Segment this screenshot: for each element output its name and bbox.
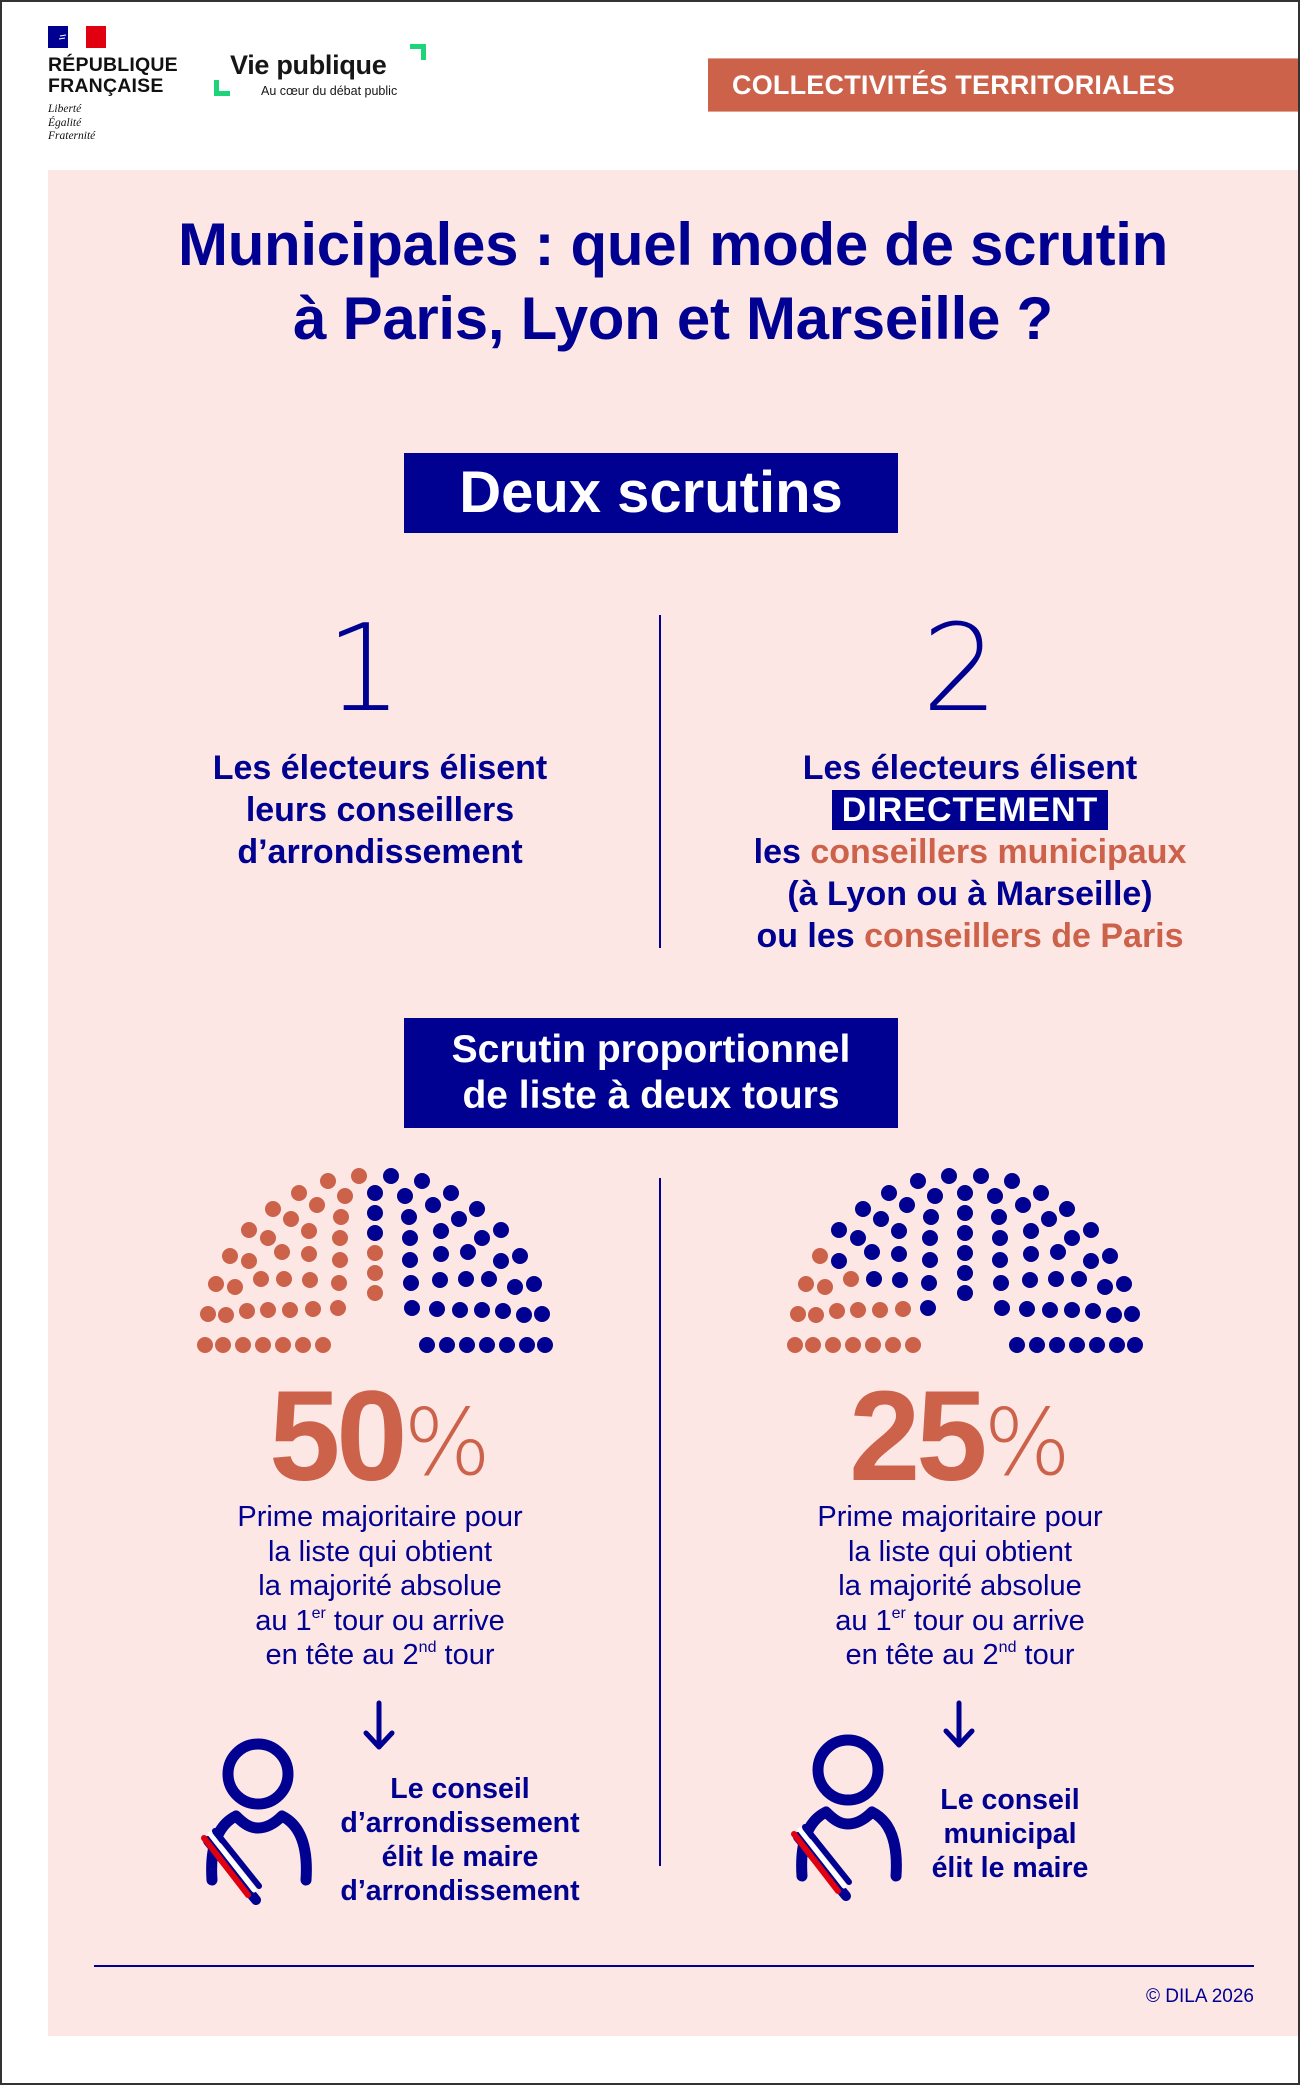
hemicycle-seat [1004,1173,1020,1189]
hemicycle-seat [429,1301,445,1317]
hemicycle-seat [872,1302,888,1318]
hemicycle-seat [274,1244,290,1260]
ordinal-sup: nd [418,1639,437,1656]
republique-name [48,55,178,97]
prime-line: la majorité absolue [258,1570,502,1602]
hemicycle-seat [957,1185,973,1201]
hemicycle-seat [282,1302,298,1318]
hemicycle-seat [367,1205,383,1221]
republique-line2: FRANÇAISE [48,75,164,97]
hemicycle-seat [957,1265,973,1281]
conclusion-line: élit le maire [381,1841,539,1873]
hemicycle-seat [1124,1306,1140,1322]
hemicycle-seat [315,1337,331,1353]
section-badge-deux-scrutins: Deux scrutins [404,453,898,533]
hemicycle-seat [337,1188,353,1204]
hemicycle-seat [899,1197,915,1213]
hemicycle-seat [957,1225,973,1241]
hemicycle-seat [239,1303,255,1319]
ordinal-sup: nd [998,1639,1017,1656]
text: en tête au 2 [265,1639,419,1671]
motto-liberte: Liberté [48,103,82,115]
prime-line [200,1638,560,1673]
hemicycle-seat [994,1300,1010,1316]
hemicycle-seat [850,1302,866,1318]
desc-line [700,915,1240,957]
hemicycle-seat [495,1303,511,1319]
hemicycle-seat [845,1337,861,1353]
hemicycle-seat [790,1306,806,1322]
hemicycle-seat [1106,1307,1122,1323]
hemicycle-seat [825,1337,841,1353]
prime-line: la majorité absolue [838,1570,1082,1602]
desc-line: (à Lyon ou à Marseille) [787,875,1153,913]
hemicycle-seat [992,1230,1008,1246]
hemicycle-seat [302,1272,318,1288]
prime-line: Prime majoritaire pour [237,1501,523,1533]
prime-majoritaire-text-1 [200,1500,560,1673]
hemicycle-seat [241,1222,257,1238]
hemicycle-seat [512,1248,528,1264]
hemicycle-seat [1023,1223,1039,1239]
text: en tête au 2 [845,1639,999,1671]
hemicycle-seat [351,1168,367,1184]
hemicycle-seat [208,1276,224,1292]
hemicycle-seat [1102,1248,1118,1264]
corner-bracket-icon [214,80,230,96]
hemicycle-seat [332,1230,348,1246]
hemicycle-seat [957,1285,973,1301]
hemicycle-seat [260,1302,276,1318]
hemicycle-seat [519,1337,535,1353]
hemicycle-seat [1019,1301,1035,1317]
desc-line: Les électeurs élisent [212,749,548,787]
hemicycle-seat [222,1248,238,1264]
hemicycle-seat [1049,1337,1065,1353]
hemicycle-seat [991,1209,1007,1225]
hemicycle-seat [1085,1303,1101,1319]
hemicycle-seat [458,1271,474,1287]
hemicycle-seat [873,1211,889,1227]
hemicycle-seat [537,1337,553,1353]
conclusion-line: élit le maire [931,1852,1089,1884]
hemicycle-seat [910,1173,926,1189]
hemicycle-seat [808,1307,824,1323]
hemicycle-seat [1015,1197,1031,1213]
page-title [48,208,1298,356]
hemicycle-seat [881,1185,897,1201]
hemicycle-seat [433,1223,449,1239]
hemicycle-seat [895,1301,911,1317]
hemicycle-seat [892,1272,908,1288]
conclusion-line: d’arrondissement [340,1875,580,1907]
percent-value: 25 [849,1365,984,1508]
prime-line [200,1604,560,1639]
category-tag: COLLECTIVITÉS TERRITORIALES [708,58,1298,112]
desc-line: leurs conseillers [245,791,515,829]
hemicycle-seat [451,1211,467,1227]
hemicycle-seat [291,1185,307,1201]
hemicycle-seat [891,1246,907,1262]
hemicycle-seat [235,1337,251,1353]
conclusion-line: Le conseil [390,1773,530,1805]
hemicycle-chart-25 [795,1165,1135,1355]
hemicycle-seat [1083,1253,1099,1269]
hemicycle-seat [1033,1185,1049,1201]
prime-line: la liste qui obtient [847,1535,1073,1568]
emphasis-conseillers-de-paris: conseillers de Paris [864,917,1184,955]
hemicycle-seat [301,1246,317,1262]
hemicycle-seat [1116,1276,1132,1292]
text: tour ou arrive [905,1604,1085,1637]
hemicycle-seat [866,1271,882,1287]
ordinal-sup: er [311,1604,326,1622]
hemicycle-seat [787,1337,803,1353]
percent-value: 50 [269,1365,404,1508]
scrutin-number-1: 1 [325,600,403,739]
hemicycle-seat [432,1272,448,1288]
scrutin-2-description [700,747,1240,957]
prime-line: Prime majoritaire pour [817,1501,1103,1533]
hemicycle-seat [812,1248,828,1264]
hemicycle-seat [305,1301,321,1317]
hemicycle-seat [1064,1230,1080,1246]
hemicycle-seat [215,1337,231,1353]
desc-line: d’arrondissement [237,833,523,871]
hemicycle-seat [1042,1302,1058,1318]
hemicycle-seat [474,1230,490,1246]
title-line2: à Paris, Lyon et Marseille ? [293,285,1053,352]
hemicycle-seat [1029,1337,1045,1353]
hemicycle-seat [1069,1337,1085,1353]
hemicycle-seat [403,1275,419,1291]
vie-publique-subtitle: Au cœur du débat public [261,84,398,98]
hemicycle-seat [443,1185,459,1201]
hemicycle-seat [401,1209,417,1225]
scrutin-1-description [140,747,620,873]
motto-egalite: Égalité [48,116,82,129]
hemicycle-seat [1050,1244,1066,1260]
hemicycle-seat [1064,1302,1080,1318]
republique-motto [48,103,178,144]
desc-line: Les électeurs élisent [802,749,1138,787]
hemicycle-chart-50 [205,1165,545,1355]
hemicycle-seat [283,1211,299,1227]
desc-line [700,831,1240,873]
marianne-flag-icon [48,26,106,48]
hemicycle-seat [333,1209,349,1225]
hemicycle-seat [885,1337,901,1353]
text: au 1 [255,1604,312,1637]
hemicycle-seat [402,1252,418,1268]
ordinal-sup: er [891,1604,906,1622]
hemicycle-seat [798,1276,814,1292]
hemicycle-seat [218,1307,234,1323]
hemicycle-seat [1083,1222,1099,1238]
hemicycle-seat [941,1168,957,1184]
hemicycle-seat [367,1265,383,1281]
hemicycle-seat [320,1173,336,1189]
vie-publique-title: Vie publique [230,50,387,80]
hemicycle-seat [459,1337,475,1353]
hemicycle-seat [309,1197,325,1213]
hemicycle-seat [526,1276,542,1292]
title-line1: Municipales : quel mode de scrutin [178,211,1168,278]
arrow-down-icon [359,1700,399,1752]
hemicycle-seat [1048,1271,1064,1287]
hemicycle-seat [260,1230,276,1246]
highlight-directement: DIRECTEMENT [832,790,1109,830]
hemicycle-seat [402,1230,418,1246]
hemicycle-seat [957,1245,973,1261]
badge-line: de liste à deux tours [462,1074,840,1117]
hemicycle-seat [265,1201,281,1217]
hemicycle-seat [253,1271,269,1287]
badge-line: Scrutin proportionnel [451,1028,851,1071]
hemicycle-seat [479,1337,495,1353]
hemicycle-seat [920,1300,936,1316]
hemicycle-seat [534,1306,550,1322]
hemicycle-seat [817,1279,833,1295]
hemicycle-seat [367,1245,383,1261]
hemicycle-seat [1059,1201,1075,1217]
arrow-down-icon [939,1700,979,1752]
hemicycle-seat [332,1252,348,1268]
hemicycle-seat [850,1230,866,1246]
motto-fraternite: Fraternité [48,130,96,142]
hemicycle-seat [1022,1272,1038,1288]
hemicycle-seat [474,1302,490,1318]
hemicycle-seat [957,1205,973,1221]
hemicycle-seat [452,1302,468,1318]
vie-publique-logo[interactable] [214,42,426,104]
copyright: © DILA 2026 [1145,1986,1254,2007]
hemicycle-seat [493,1253,509,1269]
hemicycle-seat [1109,1337,1125,1353]
hemicycle-seat [425,1197,441,1213]
prime-line [780,1604,1140,1639]
hemicycle-seat [1009,1337,1025,1353]
conclusion-line: Le conseil [940,1784,1080,1816]
desc-prefix: les [753,833,811,871]
hemicycle-seat [227,1279,243,1295]
conclusion-line: d’arrondissement [340,1807,580,1839]
hemicycle-seat [831,1222,847,1238]
conclusion-arrondissement [320,1772,600,1908]
hemicycle-seat [922,1230,938,1246]
hemicycle-seat [516,1307,532,1323]
percent-sign: % [983,1389,1071,1496]
mayor-with-sash-icon [788,1734,908,1904]
republique-line1: RÉPUBLIQUE [48,54,178,76]
hemicycle-seat [987,1188,1003,1204]
conclusion-line: municipal [943,1818,1077,1850]
hemicycle-seat [922,1252,938,1268]
hemicycle-seat [1089,1337,1105,1353]
hemicycle-seat [241,1253,257,1269]
hemicycle-seat [891,1223,907,1239]
hemicycle-seat [330,1300,346,1316]
hemicycle-seat [905,1337,921,1353]
hemicycle-seat [469,1201,485,1217]
hemicycle-seat [367,1225,383,1241]
conclusion-municipal [910,1783,1110,1885]
column-divider [659,615,661,948]
hemicycle-seat [197,1337,213,1353]
hemicycle-seat [331,1275,347,1291]
scrutin-number-2: 2 [921,600,999,739]
column-divider [659,1178,661,1866]
prime-line: la liste qui obtient [267,1535,493,1568]
hemicycle-seat [367,1285,383,1301]
hemicycle-seat [831,1253,847,1269]
hemicycle-seat [439,1337,455,1353]
hemicycle-seat [973,1168,989,1184]
hemicycle-seat [276,1271,292,1287]
hemicycle-seat [200,1306,216,1322]
hemicycle-seat [481,1271,497,1287]
footer-divider [94,1965,1254,1967]
prime-line [780,1638,1140,1673]
hemicycle-seat [383,1168,399,1184]
hemicycle-seat [864,1244,880,1260]
hemicycle-seat [1097,1279,1113,1295]
text: tour [436,1639,495,1671]
hemicycle-seat [843,1271,859,1287]
hemicycle-seat [855,1201,871,1217]
hemicycle-seat [829,1303,845,1319]
hemicycle-seat [923,1209,939,1225]
hemicycle-seat [805,1337,821,1353]
mayor-with-sash-icon [198,1738,318,1908]
hemicycle-seat [992,1252,1008,1268]
text: au 1 [835,1604,892,1637]
hemicycle-seat [275,1337,291,1353]
hemicycle-seat [397,1188,413,1204]
hemicycle-seat [460,1244,476,1260]
hemicycle-seat [1127,1337,1143,1353]
percent-sign: % [403,1389,491,1496]
text: tour [1016,1639,1075,1671]
desc-prefix: ou les [756,917,865,955]
emphasis-conseillers-municipaux: conseillers municipaux [810,833,1187,871]
hemicycle-seat [507,1279,523,1295]
section-badge-scrutin-proportionnel [404,1018,898,1128]
text: tour ou arrive [325,1604,505,1637]
hemicycle-seat [433,1246,449,1262]
hemicycle-seat [404,1300,420,1316]
hemicycle-seat [493,1222,509,1238]
hemicycle-seat [921,1275,937,1291]
hemicycle-seat [367,1185,383,1201]
hemicycle-seat [295,1337,311,1353]
hemicycle-seat [993,1275,1009,1291]
hemicycle-seat [499,1337,515,1353]
hemicycle-seat [865,1337,881,1353]
prime-majoritaire-text-2 [780,1500,1140,1673]
hemicycle-seat [1071,1271,1087,1287]
hemicycle-seat [301,1223,317,1239]
corner-bracket-icon [410,44,426,60]
hemicycle-seat [414,1173,430,1189]
hemicycle-seat [255,1337,271,1353]
republique-francaise-logo [48,26,178,144]
hemicycle-seat [1041,1211,1057,1227]
hemicycle-seat [419,1337,435,1353]
hemicycle-seat [1023,1246,1039,1262]
hemicycle-seat [927,1188,943,1204]
